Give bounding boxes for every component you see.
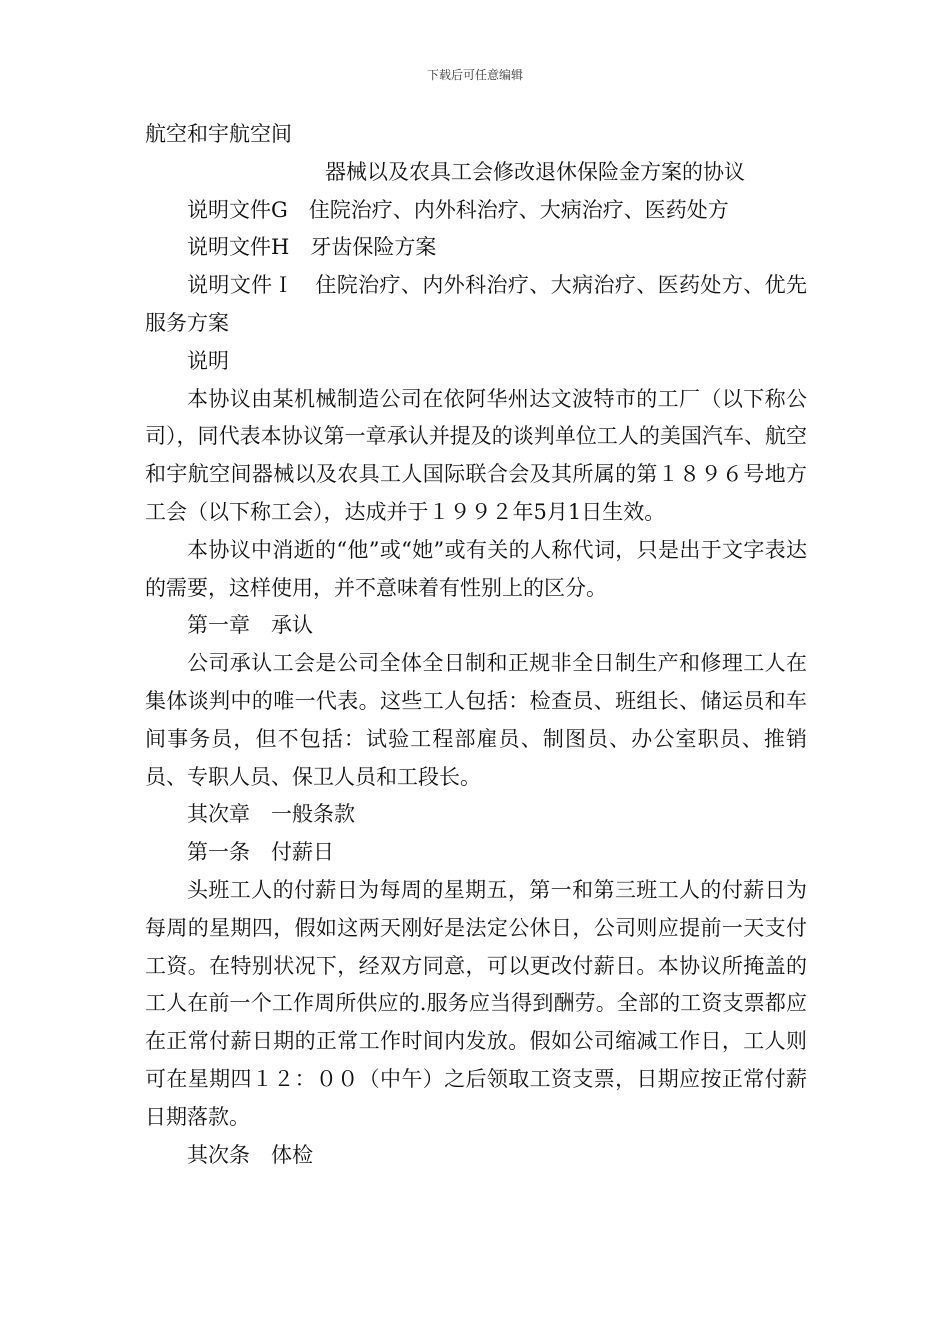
- document-body: [145, 116, 807, 1174]
- paragraph-payday: 头班工人的付薪日为每周的星期五，第一和第三班工人的付薪日为每周的星期四，假如这两天刚好是法定公休日，公司则应提前一天支付工资。在特别状况下，经双方同意，可以更改付薪日。本协议所掩盖的工人在前一个工作周所供应的.服务应当得到酬劳。全部的工资支票都应在正常付薪日期的正常工作时间内发放。假如公司缩减工作日，工人则可在星期四１２：００（中午）之后领取工资支票，日期应按正常付薪日期落款。: [145, 877, 807, 1129]
- section-heading-explanation: 说明: [187, 348, 229, 373]
- article-heading-payday: 第一条 付薪日: [187, 840, 334, 865]
- chapter-heading-recognition: 第一章 承认: [187, 613, 313, 638]
- paragraph-pronoun-note: 本协议中消逝的“他”或“她”或有关的人称代词，只是出于文字表达的需要，这样使用，并不意味着有性别上的区分。: [145, 537, 807, 600]
- appendix-i: 说明文件Ｉ 住院治疗、内外科治疗、大病治疗、医药处方、优先服务方案: [145, 273, 807, 335]
- download-note: 下载后可任意编辑: [426, 68, 523, 82]
- article-heading-medical-exam: 其次条 体检: [187, 1142, 313, 1167]
- paragraph-agreement-parties: 本协议由某机械制造公司在依阿华州达文波特市的工厂（以下称公司），同代表本协议第一章承认并提及的谈判单位工人的美国汽车、航空和宇航空间器械以及农具工人国际联合会及其所属的第１８９６号地方工会（以下称工会），达成并于１９９２年5月1日生效。: [145, 386, 807, 524]
- chapter-heading-general-terms: 其次章 一般条款: [187, 802, 355, 827]
- appendix-g: 说明文件G 住院治疗、内外科治疗、大病治疗、医药处方: [187, 197, 729, 222]
- appendix-h: 说明文件H 牙齿保险方案: [187, 235, 437, 260]
- title-line-1: 航空和宇航空间: [145, 122, 292, 146]
- paragraph-recognition: 公司承认工会是公司全体全日制和正规非全日制生产和修理工人在集体谈判中的唯一代表。这些工人包括：检查员、班组长、储运员和车间事务员，但不包括：试验工程部雇员、制图员、办公室职员、推销员、专职人员、保卫人员和工段长。: [145, 651, 807, 789]
- title-line-2: 器械以及农具工会修改退休保险金方案的协议: [325, 159, 745, 184]
